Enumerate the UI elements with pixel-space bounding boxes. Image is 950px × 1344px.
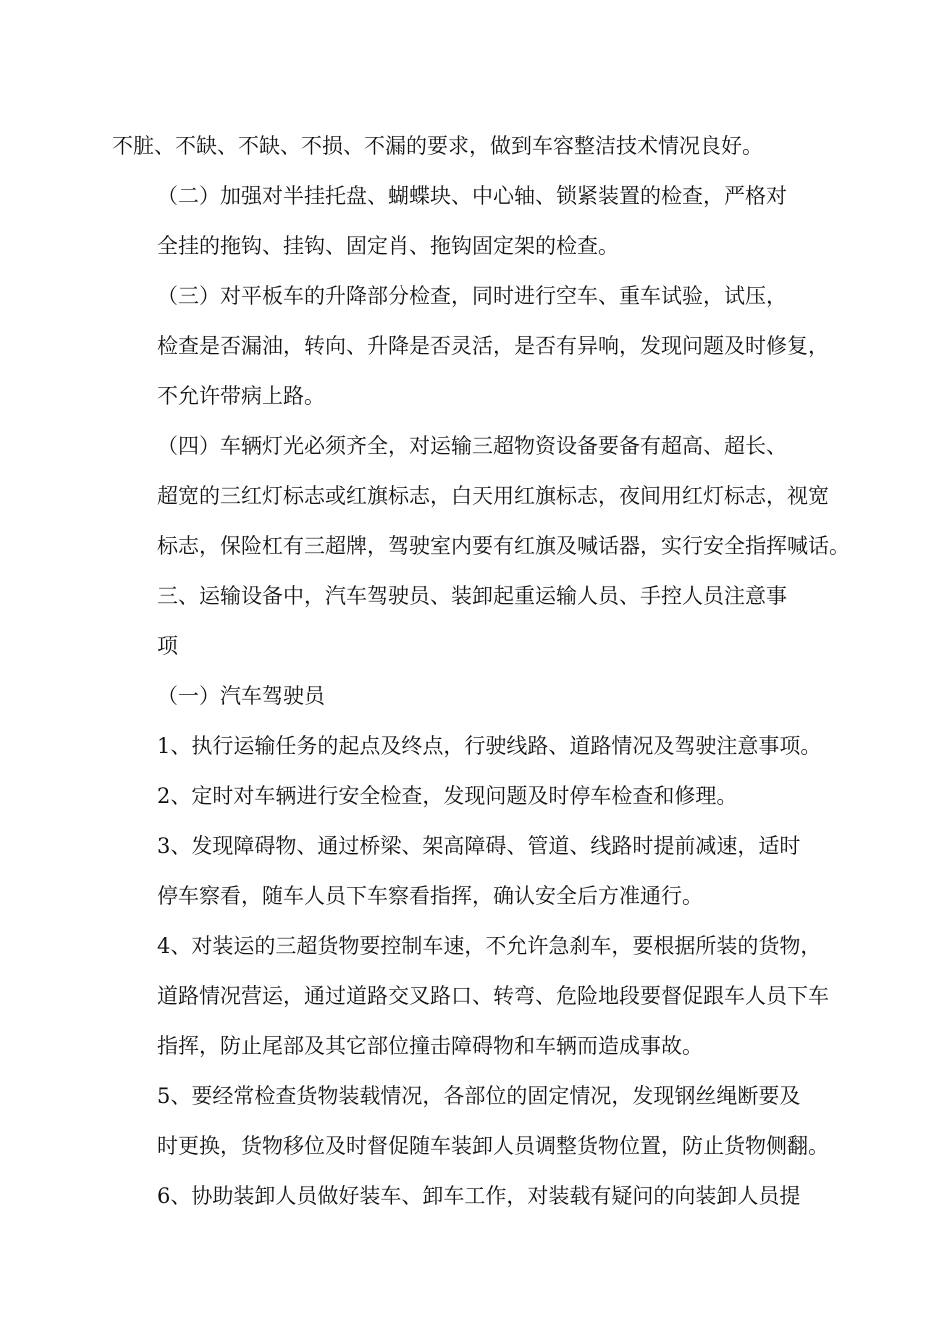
- text-line: （二）加强对半挂托盘、蝴蝶块、中心轴、锁紧装置的检查，严格对: [157, 184, 787, 208]
- paragraph: [112, 171, 847, 271]
- text-line: 6、协助装卸人员做好装车、卸车工作，对装载有疑问的向装卸人员提: [157, 1184, 801, 1208]
- paragraph: [112, 1071, 847, 1171]
- paragraph: [112, 121, 847, 171]
- text-line: （三）对平板车的升降部分检查，同时进行空车、重车试验，试压，: [157, 284, 787, 308]
- text-line: 三、运输设备中，汽车驾驶员、装卸起重运输人员、手控人员注意事: [157, 584, 787, 608]
- text-line: 3、发现障碍物、通过桥梁、架高障碍、管道、线路时提前减速，适时: [157, 834, 801, 858]
- text-line: 检查是否漏油，转向、升降是否灵活，是否有异响，发现问题及时修复，: [157, 334, 829, 358]
- text-line: 全挂的拖钩、挂钩、固定肖、拖钩固定架的检查。: [157, 234, 619, 258]
- text-line: 4、对装运的三超货物要控制车速，不允许急刹车，要根据所装的货物，: [157, 934, 822, 958]
- text-line: 超宽的三红灯标志或红旗标志，白天用红旗标志，夜间用红灯标志，视宽: [157, 484, 829, 508]
- paragraph: [112, 1171, 847, 1221]
- text-line: 5、要经常检查货物装载情况，各部位的固定情况，发现钢丝绳断要及: [157, 1084, 801, 1108]
- text-line: 不脏、不缺、不缺、不损、不漏的要求，做到车容整洁技术情况良好。: [112, 134, 763, 158]
- paragraph: [112, 921, 847, 1071]
- paragraph: [112, 771, 847, 821]
- paragraph: [112, 271, 847, 421]
- text-line: 指挥，防止尾部及其它部位撞击障碍物和车辆而造成事故。: [157, 1034, 703, 1058]
- text-line: 时更换，货物移位及时督促随车装卸人员调整货物位置，防止货物侧翻。: [157, 1134, 829, 1158]
- text-line: 不允许带病上路。: [157, 384, 325, 408]
- text-line: 停车察看，随车人员下车察看指挥，确认安全后方准通行。: [157, 884, 703, 908]
- document-body: [112, 121, 850, 1221]
- paragraph: [112, 421, 850, 571]
- text-line: 2、定时对车辆进行安全检查，发现问题及时停车检查和修理。: [157, 784, 738, 808]
- text-line: 1、执行运输任务的起点及终点，行驶线路、道路情况及驾驶注意事项。: [157, 734, 822, 758]
- paragraph: [112, 721, 847, 771]
- paragraph: [112, 821, 847, 921]
- text-line: 项: [157, 634, 178, 658]
- text-line: 标志，保险杠有三超牌，驾驶室内要有红旗及喊话器，实行安全指挥喊话。: [157, 534, 850, 558]
- text-line: （一）汽车驾驶员: [157, 684, 325, 708]
- paragraph: [112, 671, 847, 721]
- text-line: 道路情况营运，通过道路交叉路口、转弯、危险地段要督促跟车人员下车: [157, 984, 829, 1008]
- text-line: （四）车辆灯光必须齐全，对运输三超物资设备要备有超高、超长、: [157, 434, 787, 458]
- paragraph: [112, 571, 847, 671]
